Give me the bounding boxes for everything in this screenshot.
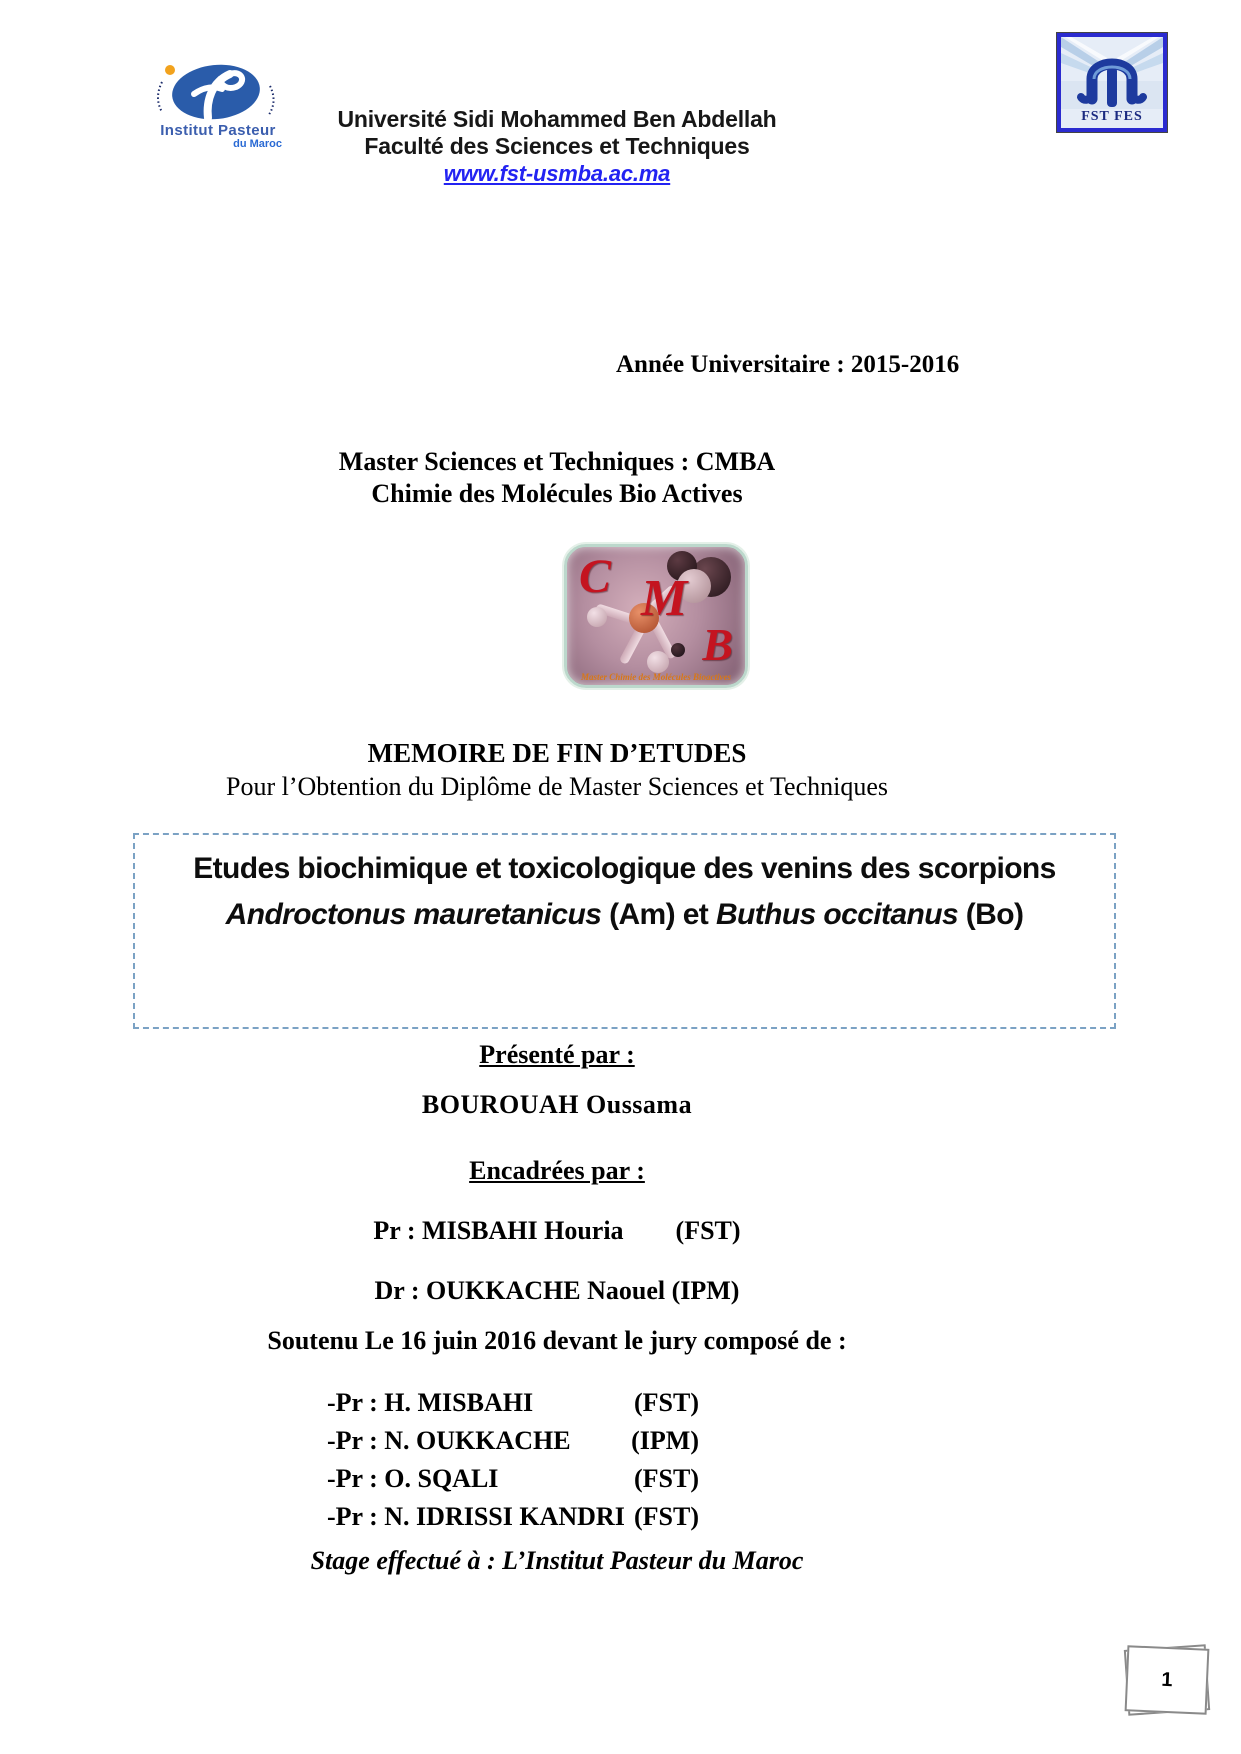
thesis-title-line1: Etudes biochimique et toxicologique des venins des scorpions [193,852,1056,885]
cmba-logo-image [564,544,748,688]
memoire-subtitle: Pour l’Obtention du Diplôme de Master Sciences et Techniques [226,772,888,801]
species-name-2: Buthus occitanus [715,898,959,931]
thesis-title-box [133,833,1116,1029]
cmba-letter-c: C [579,550,612,603]
pasteur-logo-text-line1: Institut Pasteur [160,122,276,139]
faculty-website-link[interactable]: www.fst-usmba.ac.ma [443,161,671,186]
molecule-sphere-icon [587,607,607,627]
thesis-title-line2 [135,898,1114,932]
jury-member-name: -Pr : O. SQALI [327,1464,499,1493]
jury-member-row [327,1422,699,1460]
institution-header [0,106,1114,187]
master-program [0,446,1114,510]
supervisor-line-2: Dr : OUKKACHE Naouel (IPM) [374,1276,740,1305]
jury-member-row [327,1460,699,1498]
thesis-title-line2-end: (Bo) [958,898,1024,931]
molecule-sphere-icon [647,651,669,673]
jury-member-affiliation: (FST) [634,1464,699,1493]
cmba-letter-b: B [702,619,733,670]
author-name: BOUROUAH Oussama [421,1090,693,1119]
academic-year: Année Universitaire : 2015-2016 [616,351,960,378]
page-number-box-front [1125,1645,1210,1715]
jury-member-affiliation: (IPM) [631,1426,699,1455]
supervisor-line-1: Pr : MISBAHI Houria (FST) [373,1216,741,1245]
jury-member-name: -Pr : H. MISBAHI [327,1388,534,1417]
jury-member-row [327,1498,699,1536]
fst-fes-logo-label: FST FES [1081,109,1143,124]
species-name-1: Androctonus mauretanicus [225,898,602,931]
molecule-sphere-icon [671,643,685,657]
jury-list [327,1384,699,1536]
master-program-line2: Chimie des Molécules Bio Actives [371,479,743,508]
jury-member-row [327,1384,699,1422]
memoire-title: MEMOIRE DE FIN D’ETUDES [367,738,747,768]
fst-fes-logo [1057,33,1167,132]
defense-date-line: Soutenu Le 16 juin 2016 devant le jury composé de : [267,1326,847,1355]
master-program-line1: Master Sciences et Techniques : CMBA [338,447,776,476]
fst-fes-emblem-icon [1061,37,1163,109]
jury-member-affiliation: (FST) [634,1388,699,1417]
jury-member-name: -Pr : N. IDRISSI KANDRI [327,1502,625,1531]
pasteur-logo-text-line2: du Maroc [233,138,282,150]
supervised-by-heading: Encadrées par : [469,1156,645,1185]
university-name: Université Sidi Mohammed Ben Abdellah [337,106,777,132]
faculty-name: Faculté des Sciences et Techniques [364,133,750,159]
thesis-title-line2-mid: (Am) et [601,898,716,931]
cmba-letter-m: M [641,570,688,627]
memoire-heading [0,737,1114,803]
jury-member-affiliation: (FST) [634,1502,699,1531]
page-number: 1 [1160,1668,1174,1691]
cmba-logo-caption: Master Chimie des Molécules Bioactives [581,672,731,682]
page-number-box [1124,1645,1210,1715]
jury-member-name: -Pr : N. OUKKACHE [327,1426,571,1455]
presented-by-heading: Présenté par : [479,1040,635,1069]
internship-location-line: Stage effectué à : L’Institut Pasteur du Maroc [310,1546,804,1575]
